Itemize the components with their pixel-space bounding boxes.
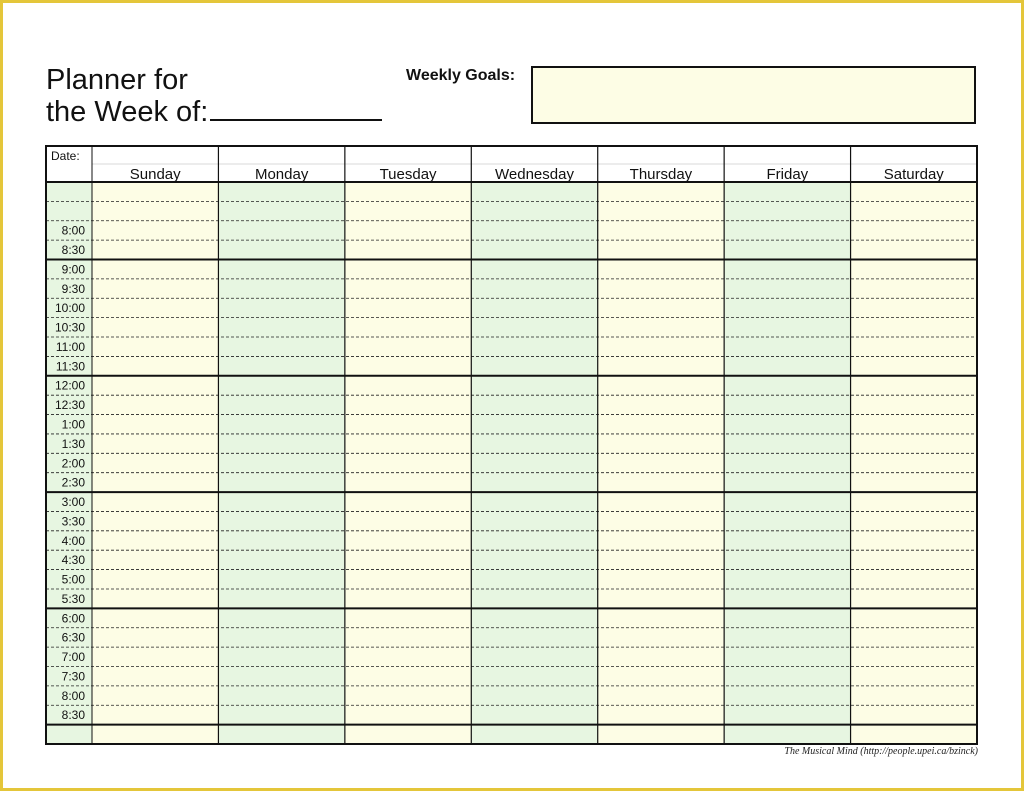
- time-label: 1:00: [61, 417, 85, 432]
- time-label: 5:30: [61, 591, 85, 606]
- time-label: 4:30: [61, 553, 85, 568]
- title-week-of: the Week of:: [46, 96, 209, 128]
- time-label: 6:30: [61, 630, 85, 645]
- day-column-saturday[interactable]: [851, 182, 977, 744]
- time-label: 10:30: [54, 320, 85, 335]
- time-label: 10:00: [54, 301, 85, 316]
- time-label: 3:30: [61, 514, 85, 529]
- time-label: 2:00: [61, 456, 85, 471]
- date-label: Date:: [51, 149, 80, 163]
- day-header-tuesday: Tuesday: [379, 166, 437, 183]
- day-column-monday[interactable]: [218, 182, 344, 744]
- day-header-thursday: Thursday: [629, 166, 693, 183]
- day-header-wednesday: Wednesday: [495, 166, 574, 183]
- time-label: 5:00: [61, 572, 85, 587]
- time-label: 12:00: [54, 378, 85, 393]
- time-label: 4:00: [61, 533, 85, 548]
- day-column-thursday[interactable]: [598, 182, 724, 744]
- time-label: 8:00: [61, 223, 85, 238]
- time-label: 6:00: [61, 611, 85, 626]
- time-label: 3:00: [61, 495, 85, 510]
- title-line-1: Planner for: [46, 64, 188, 96]
- day-header-sunday: Sunday: [129, 166, 181, 183]
- day-header-saturday: Saturday: [883, 166, 944, 183]
- day-column-friday[interactable]: [724, 182, 850, 744]
- day-column-sunday[interactable]: [92, 182, 218, 744]
- time-label: 11:30: [55, 359, 85, 374]
- time-label: 8:30: [61, 708, 85, 723]
- weekly-goals-label: Weekly Goals:: [406, 67, 516, 84]
- time-label: 7:30: [61, 669, 85, 684]
- time-label: 8:30: [61, 243, 85, 258]
- time-label: 12:30: [54, 398, 85, 413]
- time-label: 11:00: [55, 339, 85, 354]
- time-label: 1:30: [61, 436, 85, 451]
- time-label: 7:00: [61, 650, 85, 665]
- footer-credit: The Musical Mind (http://people.upei.ca/bzinck): [784, 746, 978, 757]
- time-label: 8:00: [61, 688, 85, 703]
- time-label: 9:00: [61, 262, 85, 277]
- time-label: 9:30: [61, 281, 85, 296]
- day-header-friday: Friday: [766, 166, 809, 183]
- time-label: 2:30: [61, 475, 85, 490]
- day-column-tuesday[interactable]: [345, 182, 471, 744]
- day-header-monday: Monday: [254, 166, 309, 183]
- day-column-wednesday[interactable]: [471, 182, 597, 744]
